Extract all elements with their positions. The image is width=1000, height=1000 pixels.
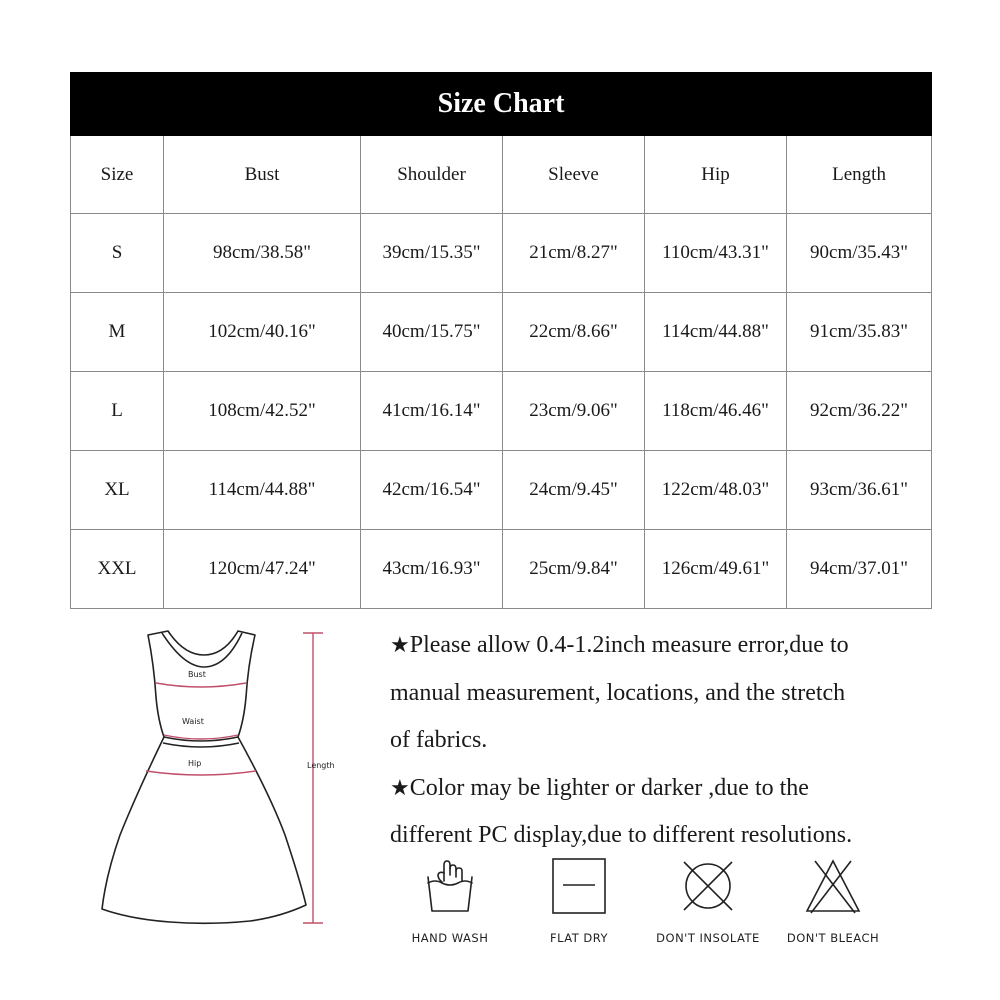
table-cell: 120cm/47.24"	[164, 530, 361, 609]
table-cell: 114cm/44.88"	[645, 293, 787, 372]
note-line: different PC display,due to different resolutions.	[390, 822, 853, 848]
table-cell: M	[71, 293, 164, 372]
care-flat-dry	[514, 855, 644, 945]
column-header-length: Length	[787, 136, 932, 214]
table-cell: L	[71, 372, 164, 451]
hand-wash-label: HAND WASH	[411, 931, 489, 945]
note-line: Please allow 0.4-1.2inch measure error,due to	[409, 632, 849, 658]
table-cell: 23cm/9.06"	[503, 372, 645, 451]
flat-dry-icon	[549, 855, 609, 917]
table-cell: 126cm/49.61"	[645, 530, 787, 609]
note-color	[390, 765, 950, 813]
table-cell: 22cm/8.66"	[503, 293, 645, 372]
note-line: manual measurement, locations, and the stretch	[390, 679, 846, 706]
column-header-sleeve: Sleeve	[503, 136, 645, 214]
hip-measure-line	[146, 771, 256, 775]
note-error	[390, 622, 950, 670]
waist-seam-lower	[163, 743, 239, 747]
table-cell: 90cm/35.43"	[787, 214, 932, 293]
care-dont-insolate	[643, 855, 773, 945]
note-line: of fabrics.	[390, 727, 488, 753]
table-cell: 21cm/8.27"	[503, 214, 645, 293]
star-icon: ★	[390, 775, 410, 801]
column-header-shoulder: Shoulder	[361, 136, 503, 214]
table-row	[71, 451, 932, 530]
table-row	[71, 214, 932, 293]
table-cell: 108cm/42.52"	[164, 372, 361, 451]
table-cell: 110cm/43.31"	[645, 214, 787, 293]
size-chart-table	[70, 72, 932, 609]
star-icon: ★	[390, 633, 410, 658]
table-cell: 102cm/40.16"	[164, 293, 361, 372]
table-cell: 41cm/16.14"	[361, 372, 503, 451]
bust-label: Bust	[188, 670, 206, 679]
length-label: Length	[307, 761, 335, 770]
notes-section	[390, 622, 950, 860]
table-cell: 118cm/46.46"	[645, 372, 787, 451]
table-cell: 39cm/15.35"	[361, 214, 503, 293]
hip-label: Hip	[188, 759, 202, 768]
table-row	[71, 372, 932, 451]
waist-label: Waist	[182, 717, 204, 726]
dont-bleach-icon	[801, 855, 865, 917]
table-row	[71, 530, 932, 609]
dont-bleach-label: DON'T BLEACH	[786, 931, 880, 945]
column-header-hip: Hip	[645, 136, 787, 214]
table-cell: 122cm/48.03"	[645, 451, 787, 530]
size-chart-title: Size Chart	[71, 73, 932, 136]
dont-insolate-label: DON'T INSOLATE	[656, 931, 760, 945]
dress-measurement-diagram	[80, 625, 370, 930]
table-cell: S	[71, 214, 164, 293]
table-cell: 43cm/16.93"	[361, 530, 503, 609]
table-cell: 94cm/37.01"	[787, 530, 932, 609]
flat-dry-label: FLAT DRY	[549, 931, 609, 945]
table-cell: 98cm/38.58"	[164, 214, 361, 293]
care-dont-bleach	[768, 855, 898, 945]
table-cell: 114cm/44.88"	[164, 451, 361, 530]
hand-wash-icon	[420, 855, 480, 917]
table-row	[71, 293, 932, 372]
table-cell: XL	[71, 451, 164, 530]
table-cell: 42cm/16.54"	[361, 451, 503, 530]
column-header-bust: Bust	[164, 136, 361, 214]
column-header-size: Size	[71, 136, 164, 214]
header-row	[71, 136, 932, 214]
table-cell: 24cm/9.45"	[503, 451, 645, 530]
bust-measure-line	[156, 683, 246, 687]
table-cell: 92cm/36.22"	[787, 372, 932, 451]
table-cell: 25cm/9.84"	[503, 530, 645, 609]
care-hand-wash	[385, 855, 515, 945]
dont-insolate-icon	[676, 855, 740, 917]
note-line: Color may be lighter or darker ,due to the	[409, 774, 809, 801]
table-cell: 93cm/36.61"	[787, 451, 932, 530]
table-cell: 91cm/35.83"	[787, 293, 932, 372]
table-cell: 40cm/15.75"	[361, 293, 503, 372]
table-cell: XXL	[71, 530, 164, 609]
